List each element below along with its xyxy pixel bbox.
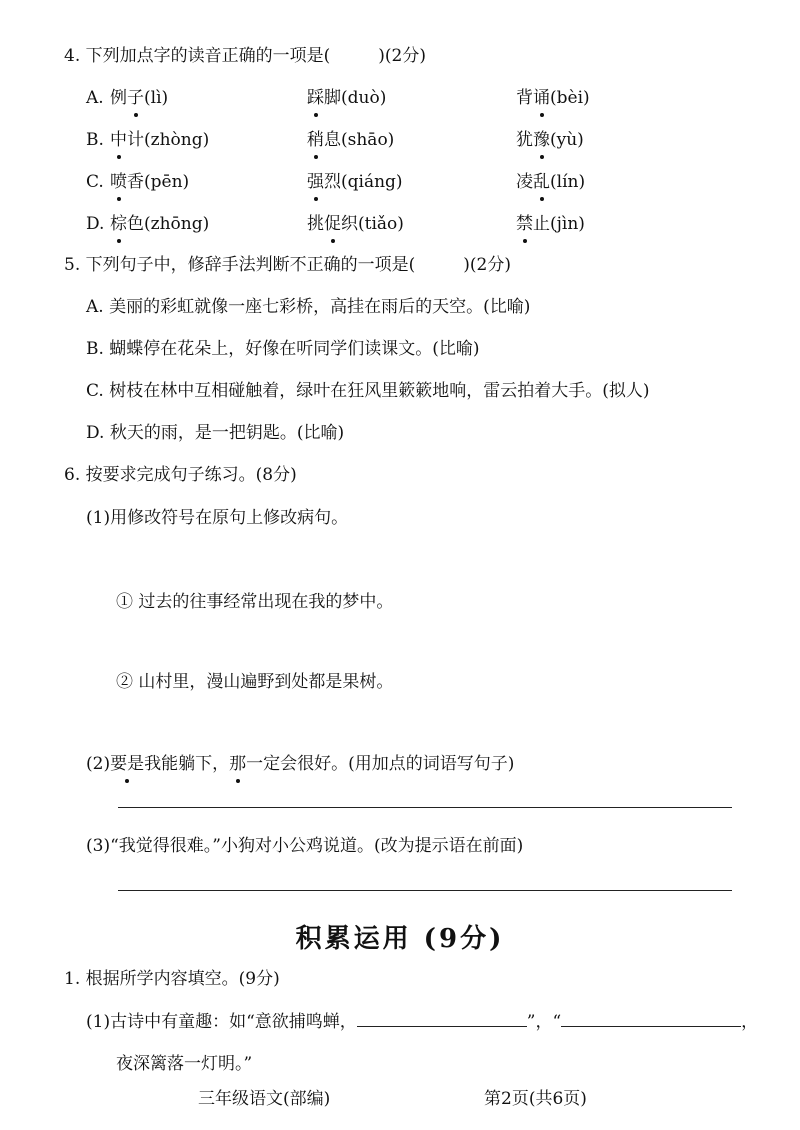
pinyin-text: (duò) [341,88,387,108]
pinyin-text: (jìn) [550,214,585,234]
footer-page: 第2页(共6页) [484,1089,587,1109]
acc-q1-line1: (1)古诗中有童趣：如“意欲捕鸣蝉， ”，“ ， [86,1012,759,1032]
q6-stem: 6. 按要求完成句子练习。(8分) [64,465,297,485]
dotted-character: 强 [307,172,324,192]
q6-part1-label: (1)用修改符号在原句上修改病句。 [86,508,349,528]
dotted-character: 踩 [307,88,324,108]
dotted-word: 要是 [110,754,145,774]
q6-part2: (2)要是我能躺下，那一定会很好。(用加点的词语写句子) [86,754,515,774]
acc-q1-stem: 1. 根据所学内容填空。(9分) [64,969,280,989]
word-part: 犹 [516,130,533,150]
pinyin-text: (pēn) [144,172,190,192]
word-part: 挑 [307,214,324,234]
q4-option-item [110,212,209,236]
q5-option-a: A. 美丽的彩虹就像一座七彩桥，高挂在雨后的天空。(比喻) [86,297,531,317]
word-part: 色 [127,214,144,234]
dotted-character: 稍 [307,130,324,150]
q4-option-item [516,86,590,110]
acc-q1-blank-1[interactable] [357,1010,527,1027]
word-part: 织 [341,214,358,234]
q4-option-item [516,170,585,194]
q4-option-item [307,212,404,236]
dotted-character: 乱 [533,172,550,192]
q4-option-item [110,170,189,194]
pinyin-text: (yù) [550,130,584,150]
q6-part3: (3)“我觉得很难。”小狗对小公鸡说道。(改为提示语在前面) [86,836,524,856]
pinyin-text: (lín) [550,172,586,192]
q6-sentence-2[interactable]: ② 山村里，漫山遍野到处都是果树。 [116,672,394,692]
q5-option-b: B. 蝴蝶停在花朵上，好像在听同学们读课文。(比喻) [86,339,480,359]
pinyin-text: (zhōng) [144,214,210,234]
word-part: 息 [324,130,341,150]
word-part: 烈 [324,172,341,192]
word-part: 计 [127,130,144,150]
q4-option-letter: B. [86,130,104,150]
dotted-character: 喷 [110,172,127,192]
dotted-character: 子 [127,88,144,108]
dotted-character: 诵 [533,88,550,108]
dotted-character: 棕 [110,214,127,234]
q4-option-item [110,128,209,152]
word-part: 例 [110,88,127,108]
q4-option-item [307,86,386,110]
word-part: 背 [516,88,533,108]
section-title: 积累运用 (9分) [295,924,505,954]
q5-option-d: D. 秋天的雨，是一把钥匙。(比喻) [86,423,345,443]
q4-option-item [307,128,394,152]
q4-option-letter: C. [86,172,104,192]
pinyin-text: (lì) [144,88,169,108]
dotted-character: 中 [110,130,127,150]
q4-option-letter: D. [86,214,105,234]
word-part: 脚 [324,88,341,108]
dotted-character: 豫 [533,130,550,150]
word-part: 香 [127,172,144,192]
q4-option-item [307,170,403,194]
pinyin-text: (qiáng) [341,172,403,192]
q6-part3-answer-line[interactable] [118,890,732,891]
q6-sentence-1[interactable]: ① 过去的往事经常出现在我的梦中。 [116,592,394,612]
q4-stem: 4. 下列加点字的读音正确的一项是( )(2分) [64,46,426,66]
q5-option-c: C. 树枝在林中互相碰触着，绿叶在狂风里簌簌地响，雷云拍着大手。(拟人) [86,381,650,401]
pinyin-text: (bèi) [550,88,590,108]
q4-option-letter: A. [86,88,104,108]
pinyin-text: (shāo) [341,130,395,150]
dotted-character: 禁 [516,214,533,234]
acc-q1-line2: 夜深篱落一灯明。” [116,1054,253,1074]
pinyin-text: (zhòng) [144,130,210,150]
q4-option-item [516,212,585,236]
word-part: 止 [533,214,550,234]
q4-option-item [516,128,584,152]
q6-part2-answer-line[interactable] [118,807,732,808]
acc-q1-blank-2[interactable] [561,1010,741,1027]
q5-stem: 5. 下列句子中，修辞手法判断不正确的一项是( )(2分) [64,255,511,275]
q4-option-item [110,86,168,110]
dotted-character: 促 [324,214,341,234]
pinyin-text: (tiǎo) [358,214,404,234]
word-part: 凌 [516,172,533,192]
dotted-word: 那 [229,754,247,774]
footer-subject: 三年级语文(部编) [198,1089,331,1109]
